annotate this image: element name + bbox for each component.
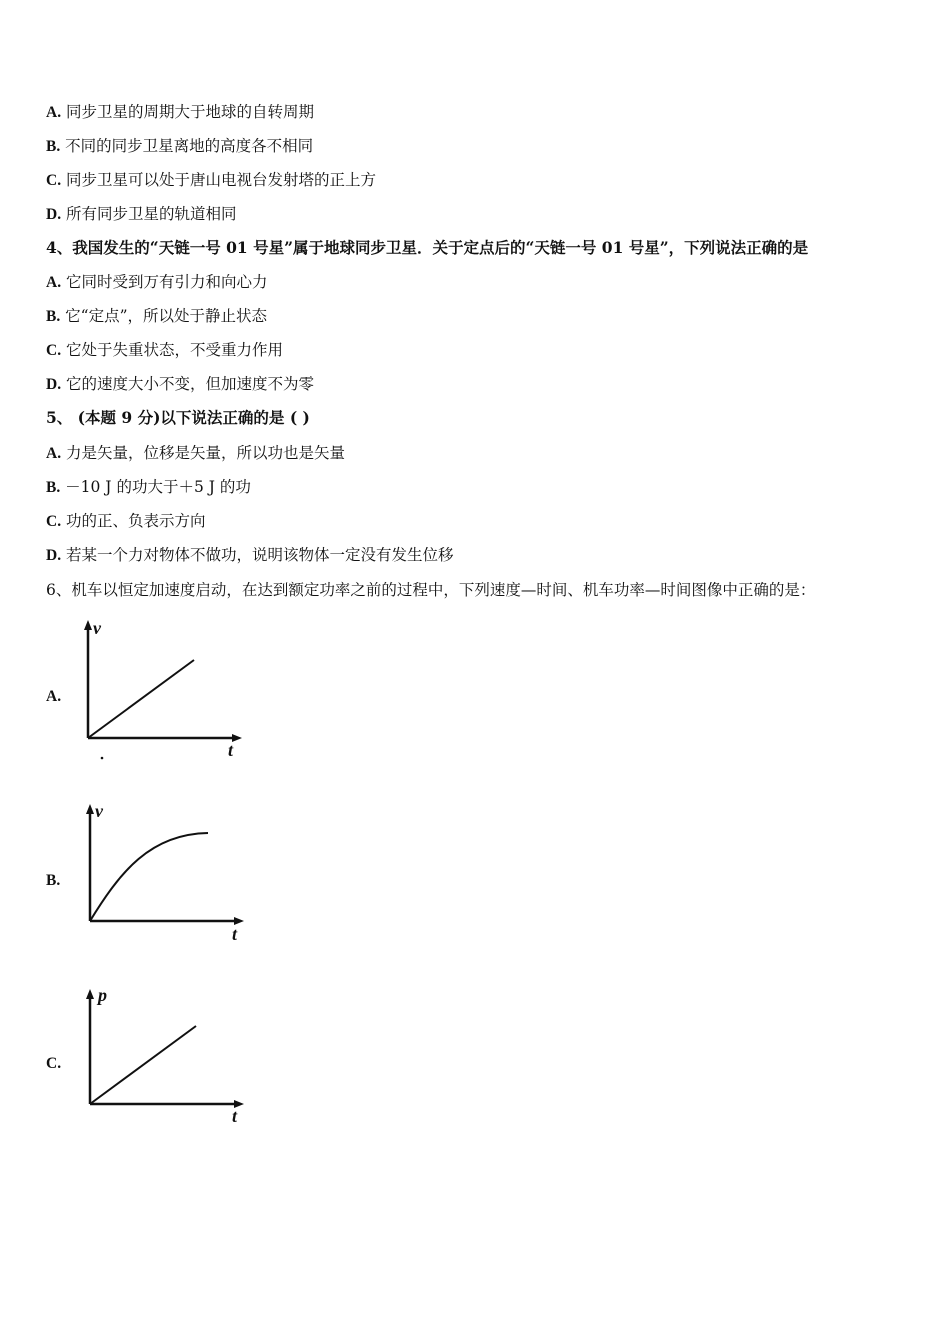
power-line — [90, 1026, 196, 1104]
graph-b-svg — [80, 800, 250, 945]
option-text: 它的速度大小不变，但加速度不为零 — [66, 375, 315, 393]
option-letter: B. — [46, 479, 61, 496]
q4-option-a — [46, 272, 268, 293]
y-axis-arrow — [86, 989, 94, 999]
q4-stem: 4、我国发生的“天链一号 01 号星”属于地球同步卫星．关于定点后的“天链一号 01 号星”，下列说法正确的是 — [46, 238, 809, 257]
q5-option-a — [46, 443, 345, 464]
y-axis-label: v — [95, 801, 103, 821]
option-letter: D. — [46, 547, 62, 564]
option-letter: D. — [46, 376, 62, 393]
y-axis-label: v — [93, 618, 101, 638]
y-axis-label: p — [98, 985, 107, 1005]
option-text: 它“定点”，所以处于静止状态 — [65, 307, 268, 325]
option-text: 它处于失重状态，不受重力作用 — [66, 341, 284, 359]
q4-option-d — [46, 374, 314, 395]
x-axis-arrow — [232, 734, 242, 742]
speck — [101, 757, 104, 760]
option-text: 不同的同步卫星离地的高度各不相同 — [65, 137, 314, 155]
option-letter: C. — [46, 513, 62, 530]
option-letter: C. — [46, 342, 62, 359]
option-text: 力是矢量，位移是矢量，所以功也是矢量 — [66, 444, 346, 462]
x-axis-label: t — [232, 1106, 238, 1126]
graph-b — [80, 800, 250, 945]
velocity-curve — [90, 833, 208, 921]
q4-option-b — [46, 306, 267, 327]
q4-option-c — [46, 340, 283, 361]
option-letter: B. — [46, 308, 61, 325]
q3-option-a — [46, 102, 314, 123]
q3-option-b — [46, 136, 313, 157]
y-axis-arrow — [86, 804, 94, 814]
option-text: 功的正、负表示方向 — [66, 512, 206, 530]
graph-c-label: C. — [46, 1055, 62, 1072]
graph-c-svg — [80, 985, 250, 1130]
option-letter: C. — [46, 172, 62, 189]
q5-option-c — [46, 511, 206, 532]
option-letter: A. — [46, 104, 62, 121]
x-axis-label: t — [228, 740, 234, 760]
q5-stem: 5、 (本题 9 分)以下说法正确的是 ( ) — [46, 408, 310, 427]
q6-stem: 6、机车以恒定加速度启动，在达到额定功率之前的过程中，下列速度—时间、机车功率—时间图像中正确的是： — [46, 581, 816, 599]
option-text: 所有同步卫星的轨道相同 — [66, 205, 237, 223]
y-axis-arrow — [84, 620, 92, 630]
graph-b-label: B. — [46, 872, 61, 889]
option-letter: B. — [46, 138, 61, 155]
q3-option-d — [46, 204, 237, 225]
option-letter: A. — [46, 274, 62, 291]
option-text: －10 J 的功大于＋5 J 的功 — [65, 478, 251, 496]
graph-a-svg — [78, 618, 248, 763]
graph-c — [80, 985, 250, 1130]
option-text: 若某一个力对物体不做功，说明该物体一定没有发生位移 — [66, 546, 454, 564]
graph-a-label: A. — [46, 688, 62, 705]
option-letter: A. — [46, 445, 62, 462]
q5-option-d — [46, 545, 454, 566]
velocity-line — [88, 660, 194, 738]
q5-option-b — [46, 477, 251, 498]
option-text: 同步卫星可以处于唐山电视台发射塔的正上方 — [66, 171, 377, 189]
q3-option-c — [46, 170, 376, 191]
option-letter: D. — [46, 206, 62, 223]
x-axis-label: t — [232, 924, 238, 944]
option-text: 它同时受到万有引力和向心力 — [66, 273, 268, 291]
graph-a — [78, 618, 248, 763]
option-text: 同步卫星的周期大于地球的自转周期 — [66, 103, 315, 121]
